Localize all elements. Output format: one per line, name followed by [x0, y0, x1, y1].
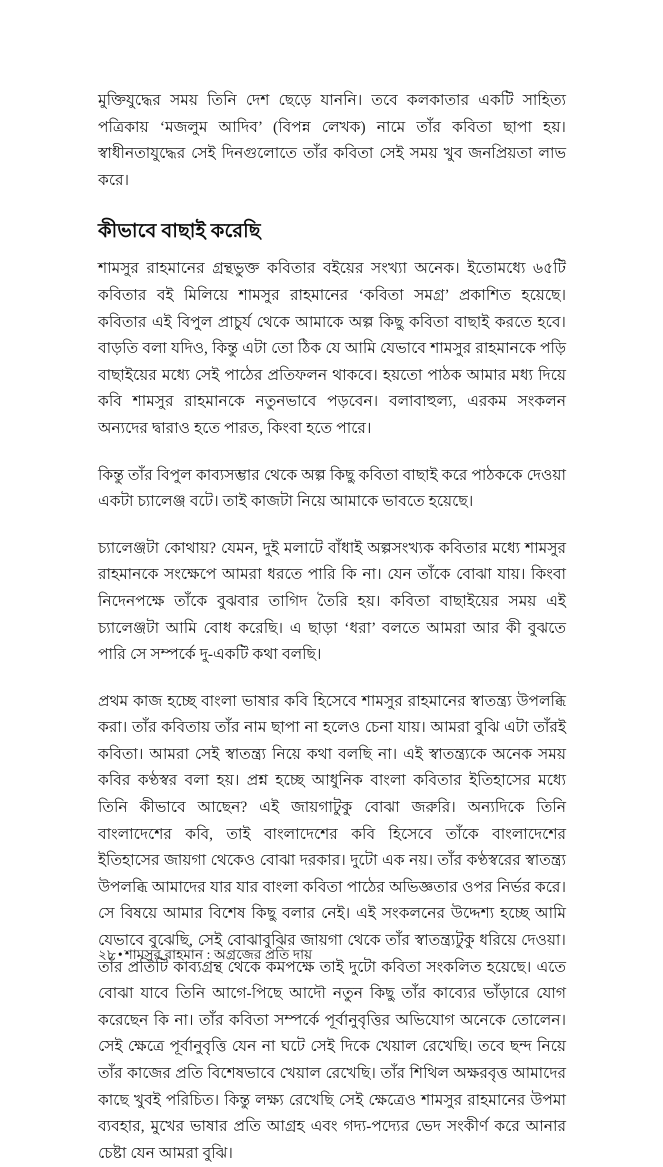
footer-separator-icon: • [117, 947, 123, 962]
paragraph-1: মুক্তিযুদ্ধের সময় তিনি দেশ ছেড়ে যাননি। তবে কলকাতার একটি সাহিত্য পত্রিকায় ‘মজলুম আদিব’ (বিপন্ন লেখক) নামে তাঁর কবিতা ছাপা হয়। স্বাধীনতাযুদ্ধের সেই দিনগুলোতে তাঁর কবিতা সেই সময় খুব জনপ্রিয়তা লাভ করে। [98, 92, 566, 189]
section-heading: কীভাবে বাছাই করেছি [98, 221, 261, 243]
page-number: ২৮ [98, 947, 116, 962]
text-column [98, 88, 566, 1167]
paragraph-5: প্রথম কাজ হচ্ছে বাংলা ভাষার কবি হিসেবে শামসুর রাহমানের স্বাতন্ত্র্য উপলব্ধি করা। তাঁর কবিতায় তাঁর নাম ছাপা না হলেও চেনা যায়। আমরা বুঝি এটা তাঁরই কবিতা। আমরা সেই স্বাতন্ত্র্য নিয়ে কথা বলছি না। এই স্বাতন্ত্র্যকে অনেক সময় কবির কণ্ঠস্বর বলা হয়। প্রশ্ন হচ্ছে আধুনিক বাংলা কবিতার ইতিহাসের মধ্যে তিনি কীভাবে আছেন? এই জায়গাটুকু বোঝা জরুরি। অন্যদিকে তিনি বাংলাদেশের কবি, তাই বাংলাদেশের কবি হিসেবে তাঁকে বাংলাদেশের ইতিহাসের জায়গা থেকেও বোঝা দরকার। দুটো এক নয়। তাঁর কণ্ঠস্বরের স্বাতন্ত্র্য উপলব্ধি আমাদের যার যার বাংলা কবিতা পাঠের অভিজ্ঞতার ওপর নির্ভর করে। সে বিষয়ে আমার বিশেষ কিছু বলার নেই। এই সংকলনের উদ্দেশ্য হচ্ছে আমি যেভাবে বুঝেছি, সেই বোঝাবুঝির জায়গা থেকে তাঁর স্বাতন্ত্র্যটুকু ধরিয়ে দেওয়া। তাঁর প্রতিটি কাব্যগ্রন্থ থেকে কমপক্ষে তাই দুটো কবিতা সংকলিত হয়েছে। এতে বোঝা যাবে তিনি আগে-পিছে আদৌ নতুন কিছু তাঁর কাব্যের ভাঁড়ারে যোগ করেছেন কি না। তাঁর কবিতা সম্পর্কে পূর্বানুবৃত্তির অভিযোগ অনেকে তোলেন। সেই ক্ষেত্রে পূর্বানুবৃত্তি যেন না ঘটে সেই দিকে খেয়াল রেখেছি। তবে ছন্দ নিয়ে তাঁর কাজের প্রতি বিশেষভাবে খেয়াল রেখেছি। তাঁর শিথিল অক্ষরবৃত্ত আমাদের কাছে খুবই পরিচিত। কিন্তু লক্ষ্য রেখেছি সেই ক্ষেত্রেও শামসুর রাহমানের উপমা ব্যবহার, মুখের ভাষার প্রতি আগ্রহ এবং গদ্য-পদ্যের ভেদ সংকীর্ণ করে আনার চেষ্টা যেন আমরা বুঝি। [98, 692, 566, 1162]
paragraph-3: কিন্তু তাঁর বিপুল কাব্যসম্ভার থেকে অল্প কিছু কবিতা বাছাই করে পাঠককে দেওয়া একটা চ্যালেঞ্জ বটে। তাই কাজটা নিয়ে আমাকে ভাবতে হয়েছে। [98, 466, 566, 511]
page-footer [98, 946, 566, 964]
footer-book-title: শামসুর রাহমান : অগ্রজের প্রতি দায় [124, 947, 313, 962]
paragraph-2: শামসুর রাহমানের গ্রন্থভুক্ত কবিতার বইয়ের সংখ্যা অনেক। ইতোমধ্যে ৬৫টি কবিতার বই মিলিয়ে শামসুর রাহমানের ‘কবিতা সমগ্র’ প্রকাশিত হয়েছে। কবিতার এই বিপুল প্রাচুর্য থেকে আমাকে অল্প কিছু কবিতা বাছাই করতে হবে। বাড়তি বলা যদিও, কিন্তু এটা তো ঠিক যে আমি যেভাবে শামসুর রাহমানকে পড়ি বাছাইয়ের মধ্যে সেই পাঠের প্রতিফলন থাকবে। হয়তো পাঠক আমার মধ্য দিয়ে কবি শামসুর রাহমানকে নতুনভাবে পড়বেন। বলাবাহুল্য, এরকম সংকলন অন্যদের দ্বারাও হতে পারত, কিংবা হতে পারে। [98, 260, 566, 437]
paragraph-4: চ্যালেঞ্জটা কোথায়? যেমন, দুই মলাটে বাঁধাই অল্পসংখ্যক কবিতার মধ্যে শামসুর রাহমানকে সংক্ষেপে আমরা ধরতে পারি কি না। যেন তাঁকে বোঝা যায়। কিংবা নিদেনপক্ষে তাঁকে বুঝবার তাগিদ তৈরি হয়। কবিতা বাছাইয়ের সময় এই চ্যালেঞ্জটা আমি বোধ করেছি। এ ছাড়া ‘ধরা’ বলতে আমরা আর কী বুঝতে পারি সে সম্পর্কে দু-একটি কথা বলছি। [98, 539, 566, 664]
